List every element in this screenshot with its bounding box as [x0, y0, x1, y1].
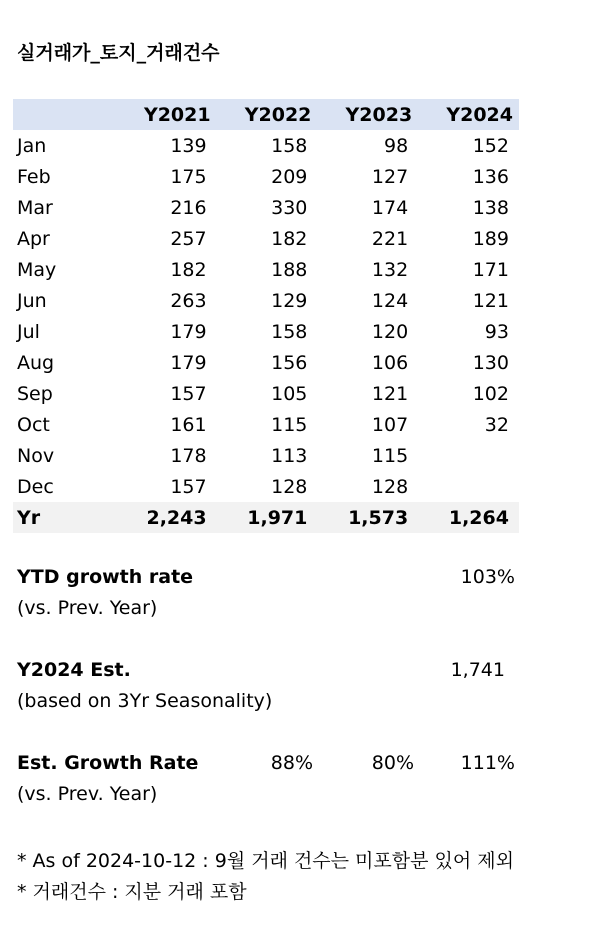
count-cell: 216: [170, 196, 207, 219]
header-cell: Y2024: [446, 103, 513, 126]
count-cell: 182: [170, 258, 207, 281]
count-cell: 161: [170, 413, 207, 436]
month-label: Mar: [17, 196, 53, 219]
count-cell: 98: [383, 134, 409, 157]
count-cell: 102: [472, 382, 509, 405]
month-label: Jan: [17, 134, 47, 157]
count-cell: 105: [271, 382, 308, 405]
count-cell: 115: [371, 444, 409, 467]
ytd-growth-value: 103%: [460, 566, 515, 588]
count-cell: 121: [371, 382, 409, 405]
count-cell: 188: [271, 258, 308, 281]
total-label: Yr: [17, 506, 41, 529]
count-cell: 156: [271, 351, 308, 374]
count-cell: 106: [371, 351, 409, 374]
month-label: Dec: [17, 475, 54, 498]
table-row: [13, 440, 519, 471]
count-cell: 128: [271, 475, 308, 498]
est-growth-2024: 111%: [460, 752, 515, 774]
footnote: * 거래건수 : 지분 거래 포함: [17, 881, 247, 903]
month-label: Apr: [17, 227, 50, 250]
table-row: [13, 192, 519, 223]
total-cell: 2,243: [146, 506, 207, 529]
count-cell: 113: [271, 444, 308, 467]
table-row: [13, 378, 519, 409]
count-cell: 158: [271, 320, 308, 343]
month-label: Feb: [17, 165, 51, 188]
month-label: Jul: [17, 320, 40, 343]
count-cell: 152: [472, 134, 509, 157]
table-row: [13, 347, 519, 378]
count-cell: 158: [271, 134, 308, 157]
count-cell: 179: [170, 320, 207, 343]
data-table: [13, 99, 519, 533]
count-cell: 93: [484, 320, 509, 343]
table-row: [13, 316, 519, 347]
count-cell: 129: [271, 289, 308, 312]
count-cell: 209: [271, 165, 308, 188]
ytd-growth-sub: (vs. Prev. Year): [17, 597, 158, 619]
count-cell: 157: [170, 475, 207, 498]
count-cell: 136: [472, 165, 509, 188]
count-cell: 263: [170, 289, 207, 312]
footnotes: [17, 846, 514, 908]
month-label: May: [17, 258, 57, 281]
y2024-est-value: 1,741: [450, 659, 505, 681]
count-cell: 171: [472, 258, 509, 281]
count-cell: 179: [170, 351, 207, 374]
month-label: Oct: [17, 413, 50, 436]
table-row: [13, 471, 519, 502]
count-cell: 115: [271, 413, 308, 436]
ytd-growth-label: YTD growth rate: [17, 566, 194, 588]
header-cell: Y2023: [345, 103, 413, 126]
count-cell: 128: [371, 475, 409, 498]
count-cell: 132: [371, 258, 409, 281]
month-label: Nov: [17, 444, 55, 467]
total-cell: 1,573: [348, 506, 409, 529]
count-cell: 107: [371, 413, 409, 436]
y2024-est-label: Y2024 Est.: [17, 659, 131, 681]
count-cell: 182: [271, 227, 308, 250]
count-cell: 130: [472, 351, 509, 374]
count-cell: 257: [170, 227, 207, 250]
table-total-row: [13, 502, 519, 533]
count-cell: 175: [170, 165, 207, 188]
header-cell: Y2021: [143, 103, 211, 126]
count-cell: 124: [371, 289, 409, 312]
count-cell: 138: [472, 196, 509, 219]
table-row: [13, 130, 519, 161]
count-cell: 32: [484, 413, 509, 436]
est-growth-label: Est. Growth Rate: [17, 752, 199, 774]
table-row: [13, 409, 519, 440]
footnote: * As of 2024-10-12 : 9월 거래 건수는 미포함분 있어 제외: [17, 850, 514, 872]
count-cell: 330: [271, 196, 308, 219]
count-cell: 221: [371, 227, 409, 250]
est-growth-2023: 80%: [371, 752, 414, 774]
count-cell: 189: [472, 227, 509, 250]
table-row: [13, 285, 519, 316]
header-cell: Y2022: [244, 103, 312, 126]
month-label: Sep: [17, 382, 53, 405]
page-title: 실거래가_토지_거래건수: [17, 42, 220, 64]
count-cell: 157: [170, 382, 207, 405]
table-row: [13, 254, 519, 285]
month-label: Aug: [17, 351, 55, 374]
count-cell: 174: [371, 196, 409, 219]
est-growth-2022: 88%: [270, 752, 313, 774]
est-growth-sub: (vs. Prev. Year): [17, 783, 158, 805]
table-header-row: [13, 99, 519, 130]
count-cell: 121: [472, 289, 509, 312]
y2024-est-sub: (based on 3Yr Seasonality): [17, 690, 273, 712]
total-cell: 1,971: [247, 506, 308, 529]
count-cell: 120: [371, 320, 409, 343]
month-label: Jun: [17, 289, 47, 312]
count-cell: 178: [170, 444, 207, 467]
table-row: [13, 223, 519, 254]
count-cell: 127: [371, 165, 409, 188]
count-cell: 139: [170, 134, 207, 157]
total-cell: 1,264: [448, 506, 509, 529]
table-row: [13, 161, 519, 192]
